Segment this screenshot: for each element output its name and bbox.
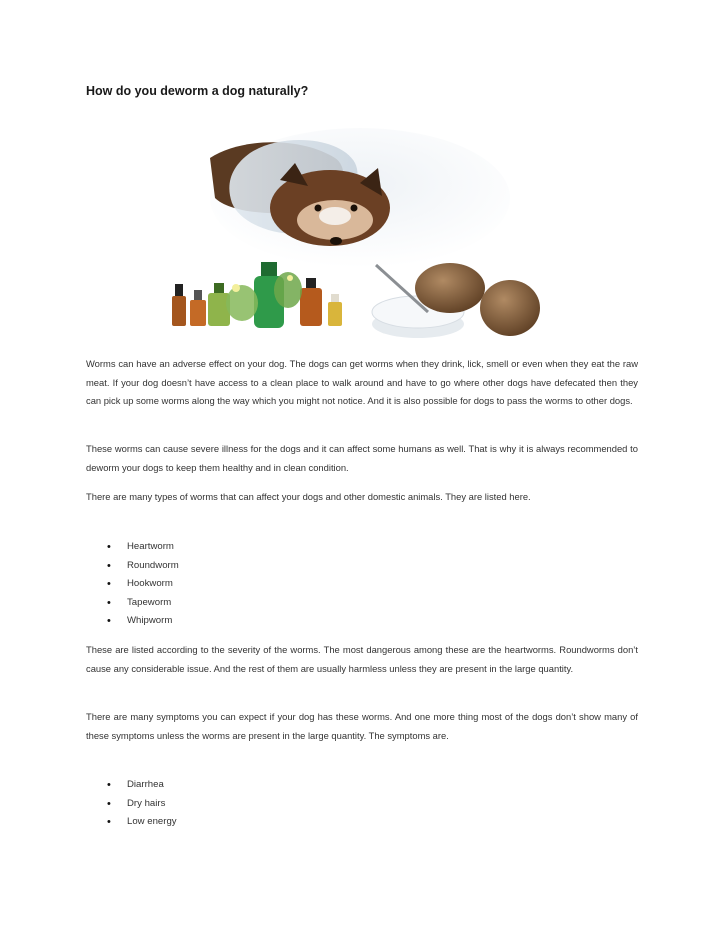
paragraph-text: These worms can cause severe illness for the dogs and it can affect some humans as well. That is why it is always recommended to deworm your dogs to keep them healthy and in clean condition. [86,443,638,473]
paragraph-text: There are many symptoms you can expect if your dog has these worms. And one more thing most of the dogs don’t show many of these symptoms unless the worms are present in the large quantity. The symptoms are. [86,711,638,741]
list-item: • Low energy [86,813,638,832]
article-image [170,128,550,343]
paragraph-3 [86,488,638,507]
list-item: • Diarrhea [86,776,638,795]
page-title: How do you deworm a dog naturally? [86,84,309,98]
paragraph-2 [86,440,638,477]
worm-types-list [86,538,638,631]
paragraph-text: There are many types of worms that can affect your dogs and other domestic animals. They are listed here. [86,491,531,502]
paragraph-4 [86,641,638,678]
list-item: • Whipworm [86,612,638,631]
paragraph-1 [86,355,638,411]
paragraph-5 [86,708,638,745]
list-item: • Dry hairs [86,795,638,814]
list-item: • Heartworm [86,538,638,557]
paragraph-text: These are listed according to the severity of the worms. The most dangerous among these are the heartworms. Roundworms don’t cause any considerable issue. And the rest of them are usually harmless unless they are present in the large quantity. [86,644,638,674]
list-item: • Hookworm [86,575,638,594]
list-item: • Tapeworm [86,594,638,613]
symptoms-list [86,776,638,832]
paragraph-text: Worms can have an adverse effect on your dog. The dogs can get worms when they drink, lick, smell or even when they eat the raw meat. If your dog doesn’t have access to a clean place to walk around and have to go where other dogs have defecated then they can pick up some worms along the way which you might not notice. And it is also possible for dogs to pass the worms to other dogs. [86,358,638,406]
list-item: • Roundworm [86,557,638,576]
